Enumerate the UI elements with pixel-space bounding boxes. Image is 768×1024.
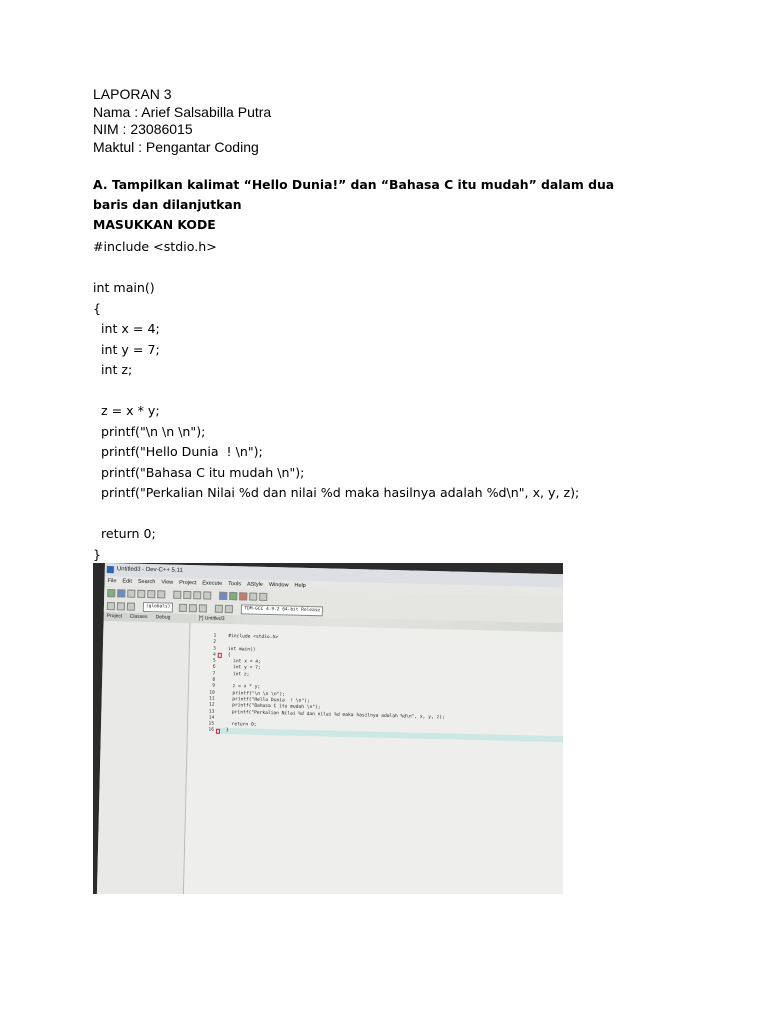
globals-combo: (globals): [143, 601, 174, 612]
project-panel: [96, 621, 190, 894]
code-line: printf("Perkalian Nilai %d dan nilai %d maka hasilnya adalah %d\n", x, y, z);: [93, 485, 580, 500]
check-syntax-icon: [215, 604, 223, 612]
toggle-comment-icon: [199, 604, 207, 612]
menu-item: View: [161, 579, 174, 586]
editor-line: return 0;: [226, 722, 257, 728]
editor-line: printf("\n \n \n");: [226, 690, 285, 698]
editor-line: int main(): [227, 646, 256, 653]
compile-run-icon: [239, 592, 247, 600]
code-line: #include <stdio.h>: [93, 239, 217, 254]
editor-line: z = x * y;: [226, 684, 261, 691]
code-line: printf("\n \n \n");: [93, 423, 206, 439]
menu-item: Edit: [122, 578, 132, 585]
undo-icon: [173, 590, 181, 598]
unindent-icon: [189, 604, 197, 612]
new-file-icon: [107, 589, 115, 597]
code-block: [93, 237, 579, 565]
report-title: LAPORAN 3: [93, 86, 172, 102]
indent-icon: [179, 603, 187, 611]
ide-window-title: Untitled3 - Dev-C++ 5.11: [116, 566, 183, 574]
save-icon: [127, 589, 135, 597]
menu-item: AStyle: [246, 581, 263, 588]
editor-line: printf("Bahasa C itu mudah \n");: [226, 703, 321, 711]
editor-line: int x = 4;: [227, 659, 261, 666]
line-number: 13: [208, 709, 215, 715]
line-number: 10: [209, 690, 215, 696]
code-line: int main(): [93, 280, 155, 295]
course-name: Maktul : Pengantar Coding: [93, 138, 259, 155]
menu-item: Search: [137, 578, 156, 586]
line-number: 14: [208, 715, 215, 721]
line-number: 3: [213, 646, 216, 652]
student-nim: NIM : 23086015: [93, 121, 193, 137]
line-number: 9: [212, 684, 216, 690]
code-editor: [183, 623, 563, 894]
bookmark-icon: [127, 602, 135, 610]
code-line: printf("Bahasa C itu mudah \n");: [93, 464, 305, 480]
line-number: 16: [208, 728, 214, 734]
fold-marker-end: [216, 729, 220, 734]
line-number: 11: [209, 696, 215, 702]
code-line: [93, 381, 579, 402]
editor-line: printf("Hello Dunia ! \n");: [226, 696, 310, 705]
project-icon: [107, 602, 115, 610]
line-number: 7: [212, 671, 216, 677]
editor-line: {: [227, 652, 231, 658]
line-number: 4: [212, 652, 216, 658]
code-heading: MASUKKAN KODE: [93, 217, 216, 232]
editor-line: printf("Perkalian Nilai %d dan nilai %d maka hasilnya adalah %d\n", x, y, z);: [226, 709, 445, 720]
run-icon: [229, 592, 237, 600]
replace-icon: [203, 591, 211, 599]
print-icon: [157, 590, 165, 598]
tab-classes: Classes: [129, 613, 148, 621]
line-number: 12: [208, 702, 215, 708]
editor-line: #include <stdio.h>: [228, 634, 279, 641]
editor-tab: [*] Untitled3: [198, 615, 225, 622]
menu-item: Project: [179, 579, 197, 587]
menu-item: Execute: [202, 580, 223, 587]
menu-item: Help: [294, 582, 306, 589]
editor-line: int y = 7;: [227, 665, 261, 672]
menu-item: Window: [268, 582, 289, 589]
close-icon: [147, 590, 155, 598]
code-line: printf("Hello Dunia ! \n");: [93, 444, 263, 459]
editor-source: [226, 634, 447, 740]
code-line: {: [93, 300, 102, 316]
line-number-gutter: [188, 633, 216, 734]
task-section: [93, 175, 653, 235]
code-line: }: [93, 546, 102, 562]
redo-icon: [183, 590, 191, 598]
code-line: int z;: [93, 362, 133, 377]
menu-item: File: [107, 578, 117, 585]
task-description: A. Tampilkan kalimat “Hello Dunia!” dan “Bahasa C itu mudah” dalam dua baris dan dilanjutkan: [93, 177, 615, 212]
chart-icon: [225, 604, 233, 612]
ide-screenshot-photo: [93, 563, 563, 894]
rebuild-icon: [249, 592, 257, 600]
tab-debug: Debug: [155, 614, 171, 621]
debug-icon: [259, 592, 267, 600]
report-header: [93, 86, 271, 156]
ide-window: [97, 563, 563, 894]
line-number: 2: [213, 639, 217, 646]
menu-item: Tools: [228, 581, 242, 588]
code-line: z = x * y;: [93, 403, 160, 418]
find-icon: [193, 591, 201, 599]
code-line: int x = 4;: [93, 321, 160, 336]
line-number: 5: [212, 658, 216, 664]
line-number: 15: [208, 721, 215, 727]
class-icon: [117, 602, 125, 610]
code-line: [93, 258, 579, 279]
code-line: return 0;: [93, 526, 156, 541]
code-line: int y = 7;: [93, 341, 160, 357]
save-all-icon: [137, 589, 145, 597]
student-name: Nama : Arief Salsabilla Putra: [93, 103, 272, 120]
open-file-icon: [117, 589, 125, 597]
tab-project: Project: [106, 613, 123, 620]
editor-line: int z;: [227, 671, 250, 678]
compiler-combo: TDM-GCC 4.9.2 64-bit Release: [241, 604, 323, 616]
compile-icon: [219, 591, 227, 599]
devcpp-app-icon: [107, 566, 114, 573]
editor-line: }: [225, 728, 229, 734]
fold-marker: [218, 653, 222, 658]
line-number: 1: [213, 633, 217, 639]
line-number: 6: [212, 665, 216, 671]
line-number: 8: [212, 677, 216, 683]
code-line: [93, 504, 579, 525]
